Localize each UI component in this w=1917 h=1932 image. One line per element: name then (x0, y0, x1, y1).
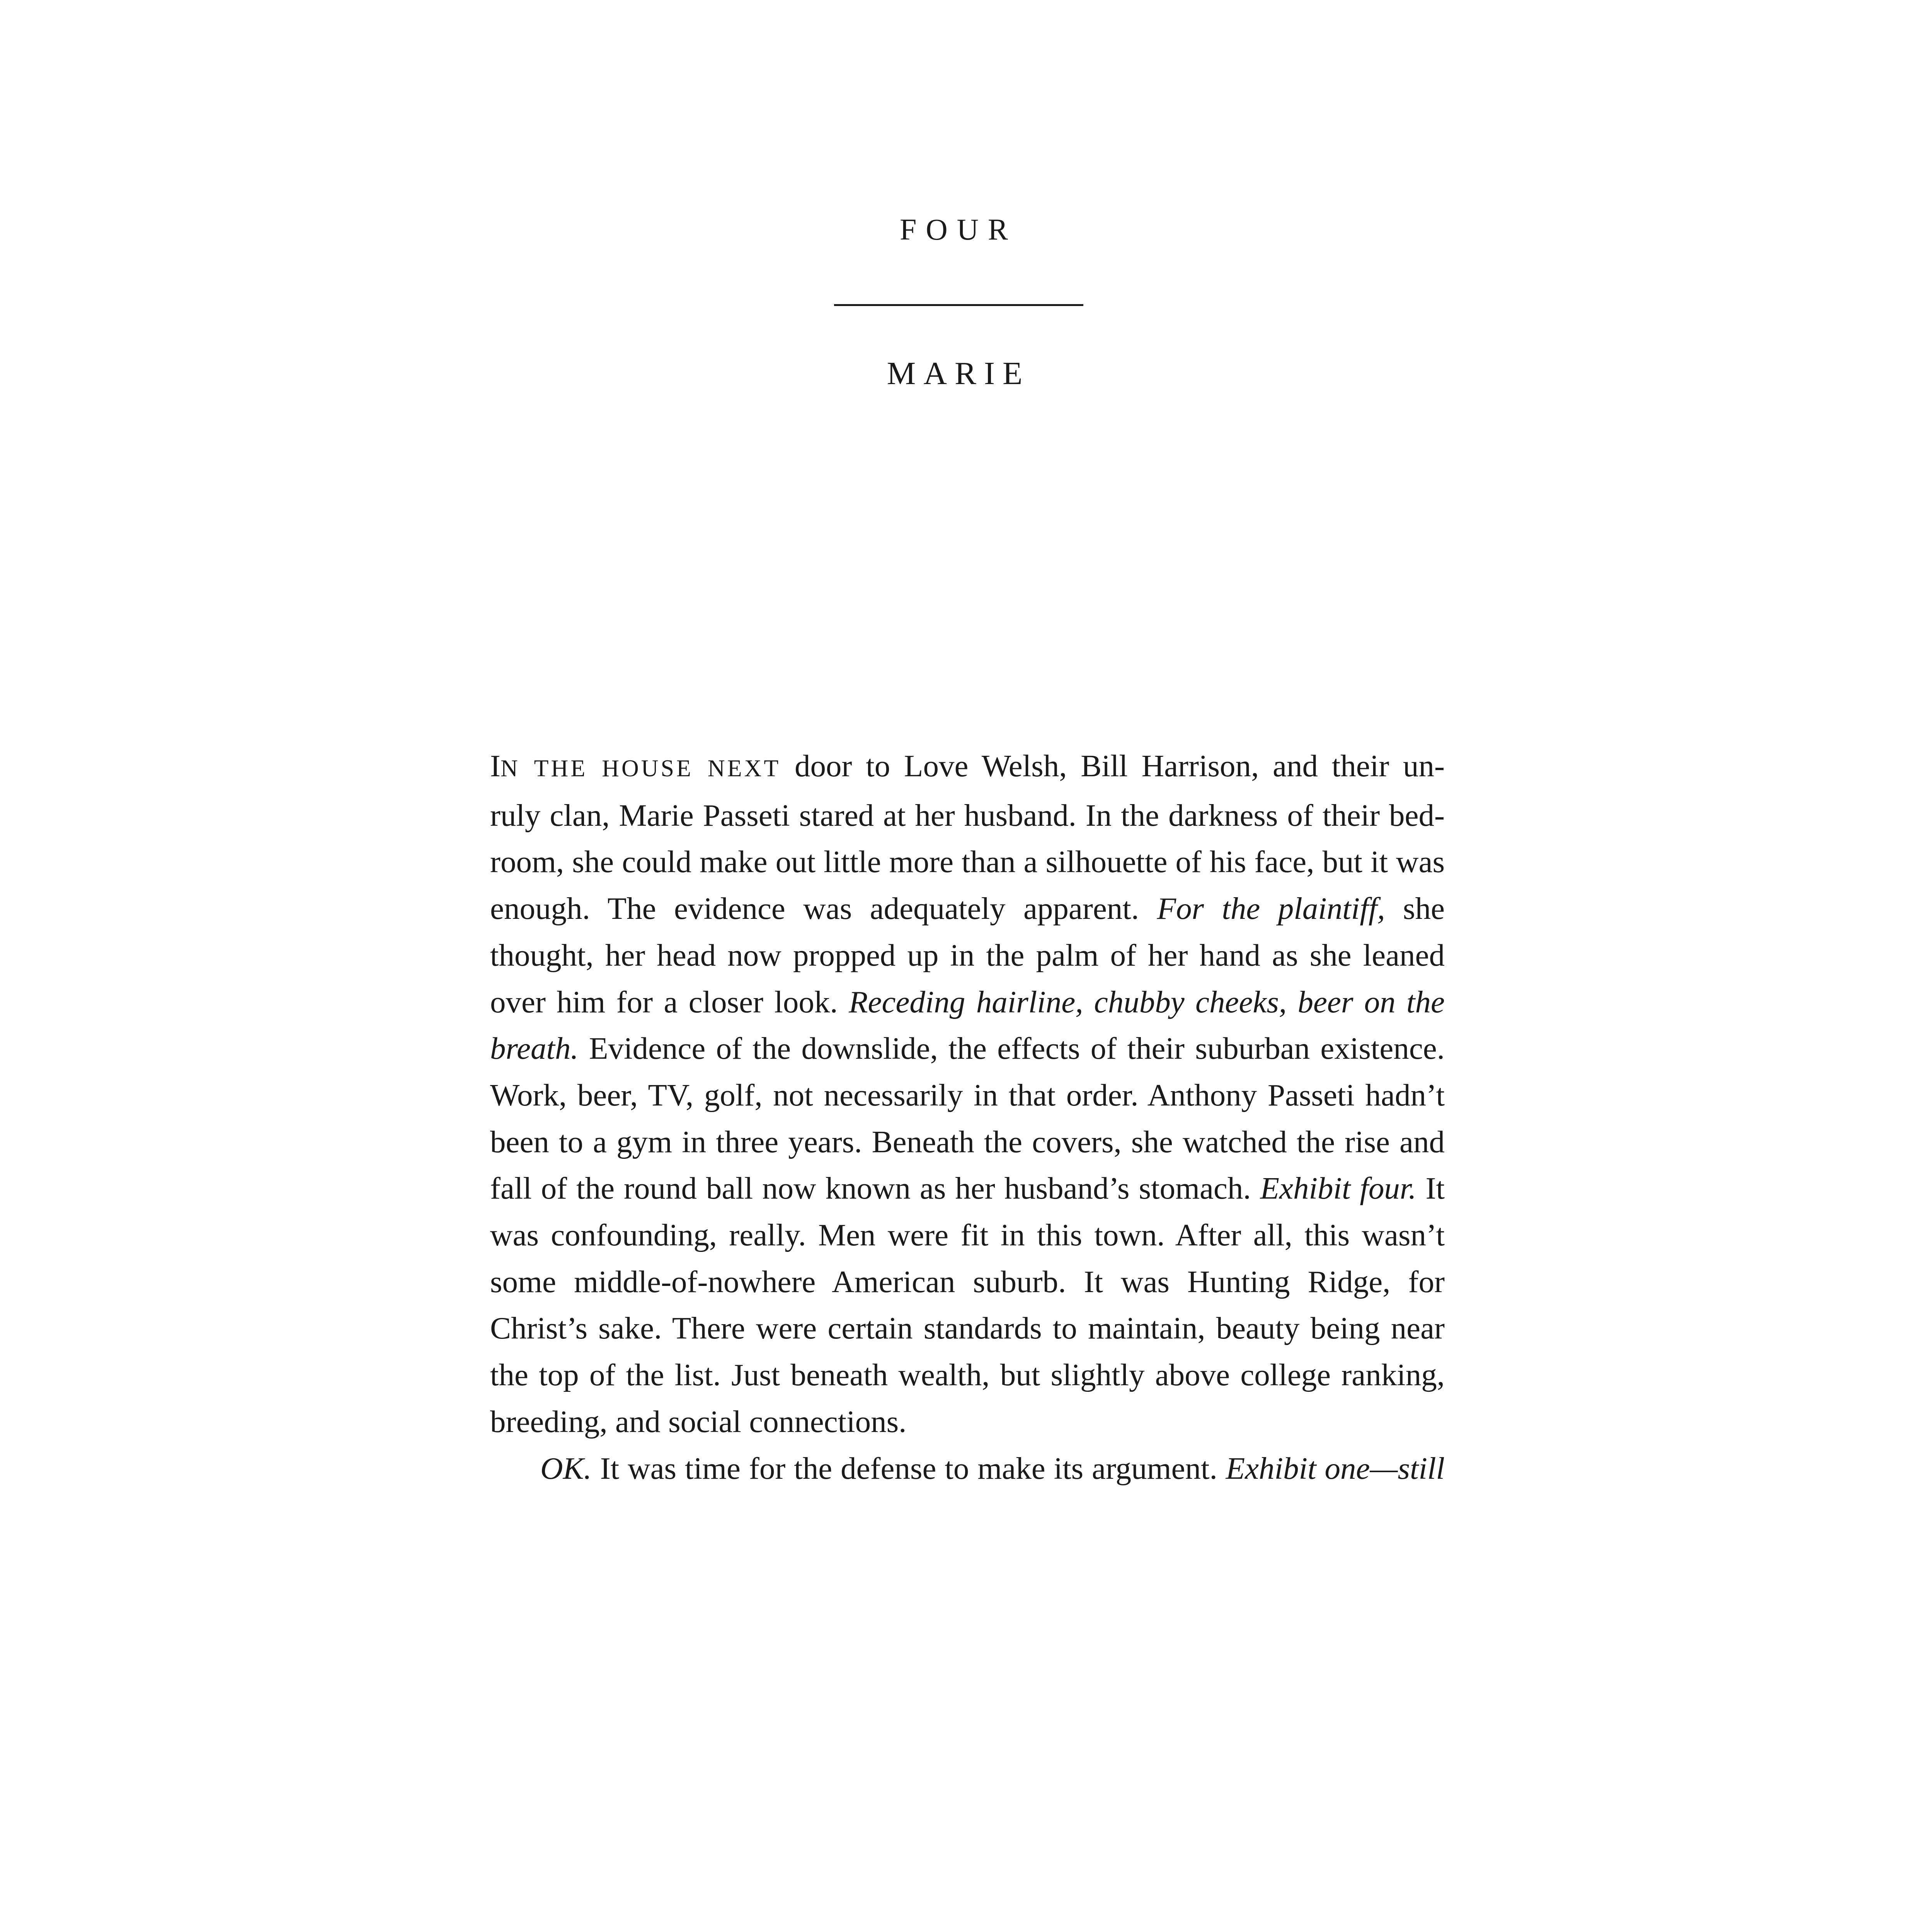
text-segment: It was time for the defense to make its argument. (591, 1451, 1217, 1486)
text-segment: enough. The evidence was adequately apparent. (490, 891, 1139, 926)
text-line: been to a gym in three years. Beneath the covers, she watched the rise and (490, 1124, 1445, 1159)
text-line: was confounding, really. Men were fit in this town. After all, this wasn’t (490, 1218, 1445, 1253)
text-line (490, 1025, 1445, 1072)
chapter-number: FOUR (899, 213, 1018, 246)
text-line (490, 979, 1445, 1026)
text-line (490, 885, 1445, 932)
italic-phrase: Exhibit one—still (1226, 1451, 1445, 1486)
opening-initial: I (490, 748, 501, 783)
text-segment: It (1416, 1171, 1445, 1206)
text-line: Work, beer, TV, golf, not necessarily in that order. Anthony Passeti hadn’t (490, 1077, 1445, 1112)
text-line: breeding, and social connections. (490, 1404, 907, 1439)
text-line: Christ’s sake. There were certain standards to maintain, beauty being near (490, 1311, 1445, 1346)
text-line: some middle-of-nowhere American suburb. It was Hunting Ridge, for (490, 1264, 1445, 1299)
text-line (490, 1165, 1445, 1212)
text-segment: Evidence of the downslide, the effects of their suburban existence. (578, 1031, 1445, 1066)
italic-phrase: Exhibit four. (1260, 1171, 1416, 1206)
italic-phrase: Receding hairline, chubby cheeks, beer on the (849, 984, 1445, 1019)
text-segment: fall of the round ball now known as her husband’s stomach. (490, 1171, 1251, 1206)
text-segment: door to Love Welsh, Bill Harrison, and their un- (781, 748, 1445, 783)
text-line: room, she could make out little more than a silhouette of his face, but it was (490, 844, 1445, 879)
text-line: the top of the list. Just beneath wealth, but slightly above college ranking, (490, 1357, 1445, 1393)
italic-phrase: For the plaintiff, (1157, 891, 1385, 926)
opening-small-caps: N THE HOUSE NEXT (500, 755, 781, 782)
text-line (490, 743, 1445, 792)
text-line: ruly clan, Marie Passeti stared at her husband. In the darkness of their bed- (490, 798, 1445, 833)
text-line: thought, her head now propped up in the palm of her hand as she leaned (490, 937, 1445, 973)
body-text (490, 743, 1445, 1492)
italic-phrase: OK. (540, 1451, 592, 1486)
text-line (490, 1445, 1445, 1492)
chapter-divider (834, 304, 1083, 306)
text-segment: over him for a closer look. (490, 984, 838, 1019)
chapter-title: MARIE (887, 355, 1030, 391)
text-segment: she (1385, 891, 1445, 926)
italic-phrase: breath. (490, 1031, 579, 1066)
